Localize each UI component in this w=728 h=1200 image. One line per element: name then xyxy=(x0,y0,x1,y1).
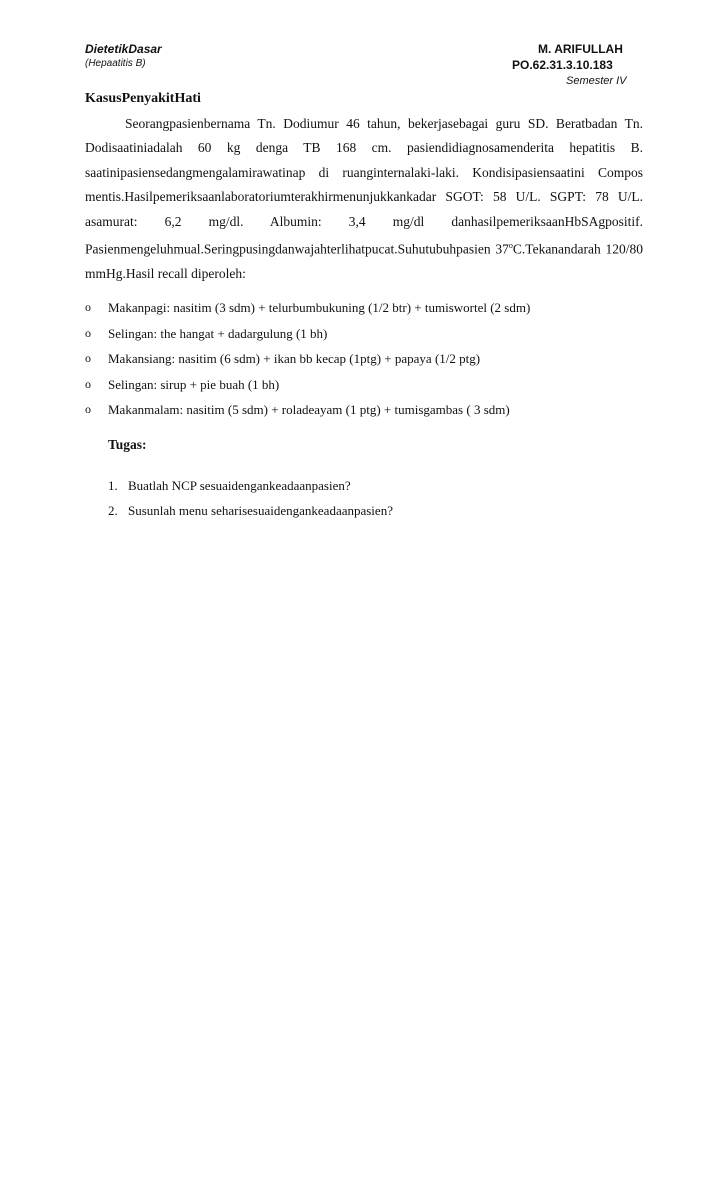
bullet-icon: o xyxy=(85,402,91,416)
list-item xyxy=(85,372,685,398)
list-item xyxy=(85,321,685,347)
task-text: Susunlah menu seharisesuaidengankeadaanpasien? xyxy=(128,502,393,518)
header-author: M. ARIFULLAH xyxy=(538,42,623,56)
task-number: 2. xyxy=(108,502,118,518)
list-item xyxy=(108,474,393,499)
case-paragraph xyxy=(85,112,643,286)
header-semester: Semester IV xyxy=(566,75,627,87)
bullet-icon: o xyxy=(85,325,91,340)
case-text-tail: C.Tekanandarah 120/80 mmHg.Hasil recall diperoleh: xyxy=(85,241,643,281)
bullet-icon: o xyxy=(85,376,91,391)
case-title: KasusPenyakitHati xyxy=(85,91,201,106)
recall-item-text: Makanpagi: nasitim (3 sdm) + telurbumbukuning (1/2 btr) + tumiswortel (2 sdm) xyxy=(108,300,531,315)
list-item xyxy=(85,397,685,423)
task-list xyxy=(108,474,393,523)
list-item xyxy=(85,346,685,372)
task-number: 1. xyxy=(108,478,118,493)
header-topic: (Hepaatitis B) xyxy=(85,58,146,69)
list-item xyxy=(108,499,393,524)
recall-item-text: Selingan: the hangat + dadargulung (1 bh) xyxy=(108,325,328,341)
bullet-icon: o xyxy=(85,351,91,365)
case-text: Seorangpasienbernama Tn. Dodiumur 46 tahun, bekerjasebagai guru SD. Beratbadan Tn. Dodisaatiniadalah 60 kg denga TB 168 cm. pasiendidiagnosamenderita hepatitis B. saatinipasiensedangmengalamirawatinap di ruanginternalaki-laki. Kondisipasiensaatini Compos mentis.Hasilpemeriksaanlaboratoriumterakhirmenunjukkankadar SGOT: 58 U/L. SGPT: 78 U/L. asamurat: 6,2 mg/dl. Albumin: 3,4 mg/dl danhasilpemeriksaanHbSAgpositif. Pasienmengeluhmual.Seringpusingdanwajahterlihatpucat.Suhutubuhpasien 37 xyxy=(85,116,643,257)
task-text: Buatlah NCP sesuaidengankeadaanpasien? xyxy=(128,478,351,493)
header-course: DietetikDasar xyxy=(85,42,162,56)
tugas-heading: Tugas: xyxy=(108,437,147,452)
bullet-icon: o xyxy=(85,300,91,314)
recall-list xyxy=(85,295,685,423)
list-item xyxy=(85,295,685,321)
recall-item-text: Makansiang: nasitim (6 sdm) + ikan bb kecap (1ptg) + papaya (1/2 ptg) xyxy=(108,351,481,366)
recall-item-text: Selingan: sirup + pie buah (1 bh) xyxy=(108,376,280,392)
recall-item-text: Makanmalam: nasitim (5 sdm) + roladeayam (1 ptg) + tumisgambas ( 3 sdm) xyxy=(108,402,510,417)
header-student-id: PO.62.31.3.10.183 xyxy=(512,58,613,72)
degree-sup: o xyxy=(508,241,513,251)
